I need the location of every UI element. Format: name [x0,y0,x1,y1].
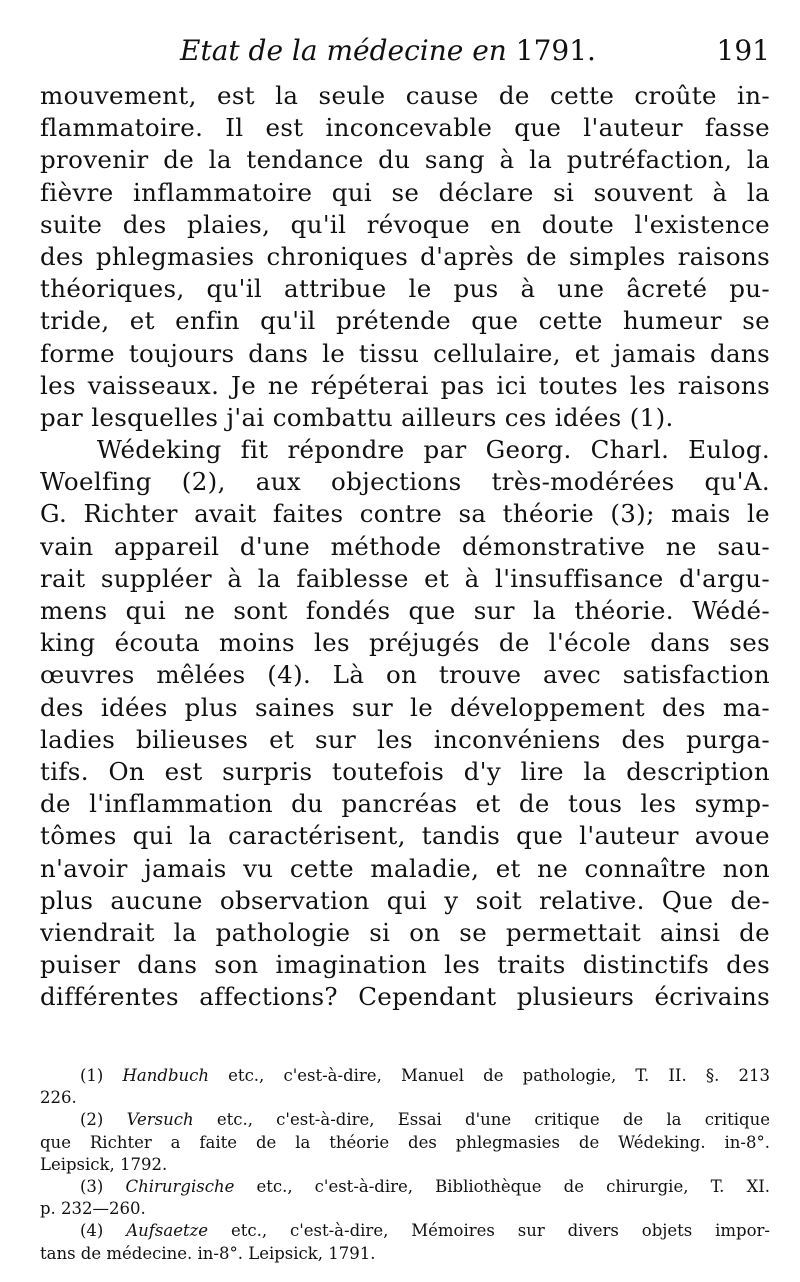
footnote-line: Leipsick, 1792. [40,1154,168,1174]
footnote-line: que Richter a faite de la théorie des phlegmasies de Wédeking. in-8°. [40,1132,770,1152]
text-line: tifs. On est surpris toutefois d'y lire la description [40,756,770,786]
text-line: Woelfing (2), aux objections très-modérées qu'A. [40,467,770,497]
text-line: de l'inflammation du pancréas et de tous les symp- [40,789,770,819]
page-number: 191 [716,34,770,67]
footnote-work-title: Versuch [126,1110,194,1130]
footnote-text: etc., c'est-à-dire, Bibliothèque de chirurgie, T. XI. [234,1176,770,1196]
running-header [40,28,770,80]
text-line: différentes affections? Cependant plusieurs écrivains [40,982,770,1012]
text-line: ladies bilieuses et sur les inconvéniens des purga- [40,724,770,754]
footnote-1 [40,1065,770,1109]
text-line: rait suppléer à la faiblesse et à l'insuffisance d'argu- [40,563,770,593]
footnote-marker: (2) [80,1110,104,1130]
footnote-text: etc., c'est-à-dire, Essai d'une critique de la critique [193,1110,770,1130]
text-line: viendrait la pathologie si on se permettait ainsi de [40,917,770,947]
text-line: king écouta moins les préjugés de l'école dans ses [40,628,770,658]
running-title-year: 1791. [515,34,596,67]
text-line: forme toujours dans le tissu cellulaire, et jamais dans [40,338,770,368]
main-text [40,80,770,1013]
text-line: théoriques, qu'il attribue le pus à une âcreté pu- [40,274,770,304]
text-line: œuvres mêlées (4). Là on trouve avec satisfaction [40,660,770,690]
text-line: suite des plaies, qu'il révoque en doute l'existence [40,209,770,239]
footnote-work-title: Chirurgische [125,1176,235,1196]
footnotes [40,1065,770,1265]
footnote-line: p. 232—260. [40,1199,146,1219]
footnote-line [40,1220,770,1242]
footnote-line [40,1176,770,1198]
text-line: G. Richter avait faites contre sa théorie (3); mais le [40,499,770,529]
text-line: des idées plus saines sur le développement des ma- [40,692,770,722]
text-line: puiser dans son imagination les traits distinctifs des [40,950,770,980]
text-line: vain appareil d'une méthode démonstrative ne sau- [40,531,770,561]
running-title-text: Etat de la médecine en [180,34,507,67]
text-line: fièvre inflammatoire qui se déclare si souvent à la [40,177,770,207]
text-line: des phlegmasies chroniques d'après de simples raisons [40,241,770,271]
footnote-text: etc., c'est-à-dire, Mémoires sur divers objets impor- [208,1221,770,1241]
text-line: plus aucune observation qui y soit relative. Que de- [40,885,770,915]
footnote-4 [40,1220,770,1264]
footnote-line: tans de médecine. in-8°. Leipsick, 1791. [40,1243,376,1263]
book-page [40,28,770,1263]
text-line: mouvement, est la seule cause de cette croûte in- [40,81,770,110]
text-line: par lesquelles j'ai combattu ailleurs ces idées (1). [40,402,674,432]
text-line: flammatoire. Il est inconcevable que l'auteur fasse [40,113,770,143]
text-line: mens qui ne sont fondés que sur la théorie. Wédé- [40,596,770,625]
text-line: Wédeking fit répondre par Georg. Charl. Eulog. [40,435,770,465]
footnote-marker: (1) [80,1066,104,1085]
text-line: n'avoir jamais vu cette maladie, et ne connaître non [40,853,770,883]
footnote-text: etc., c'est-à-dire, Manuel de pathologie, T. II. §. 213 [209,1066,770,1085]
footnote-marker: (4) [80,1221,104,1241]
footnote-line: 226. [40,1088,77,1108]
footnote-2 [40,1109,770,1176]
footnote-3 [40,1176,770,1220]
text-line: tômes qui la caractérisent, tandis que l'auteur avoue [40,821,770,851]
running-title [180,34,596,67]
footnote-line [40,1065,770,1087]
footnote-line [40,1109,770,1131]
text-line: les vaisseaux. Je ne répéterai pas ici toutes les raisons [40,370,770,400]
text-line: provenir de la tendance du sang à la putréfaction, la [40,145,770,175]
footnote-marker: (3) [80,1176,104,1196]
footnote-work-title: Aufsaetze [126,1221,209,1241]
footnote-work-title: Handbuch [122,1066,210,1085]
text-line: tride, et enfin qu'il prétende que cette humeur se [40,306,770,336]
